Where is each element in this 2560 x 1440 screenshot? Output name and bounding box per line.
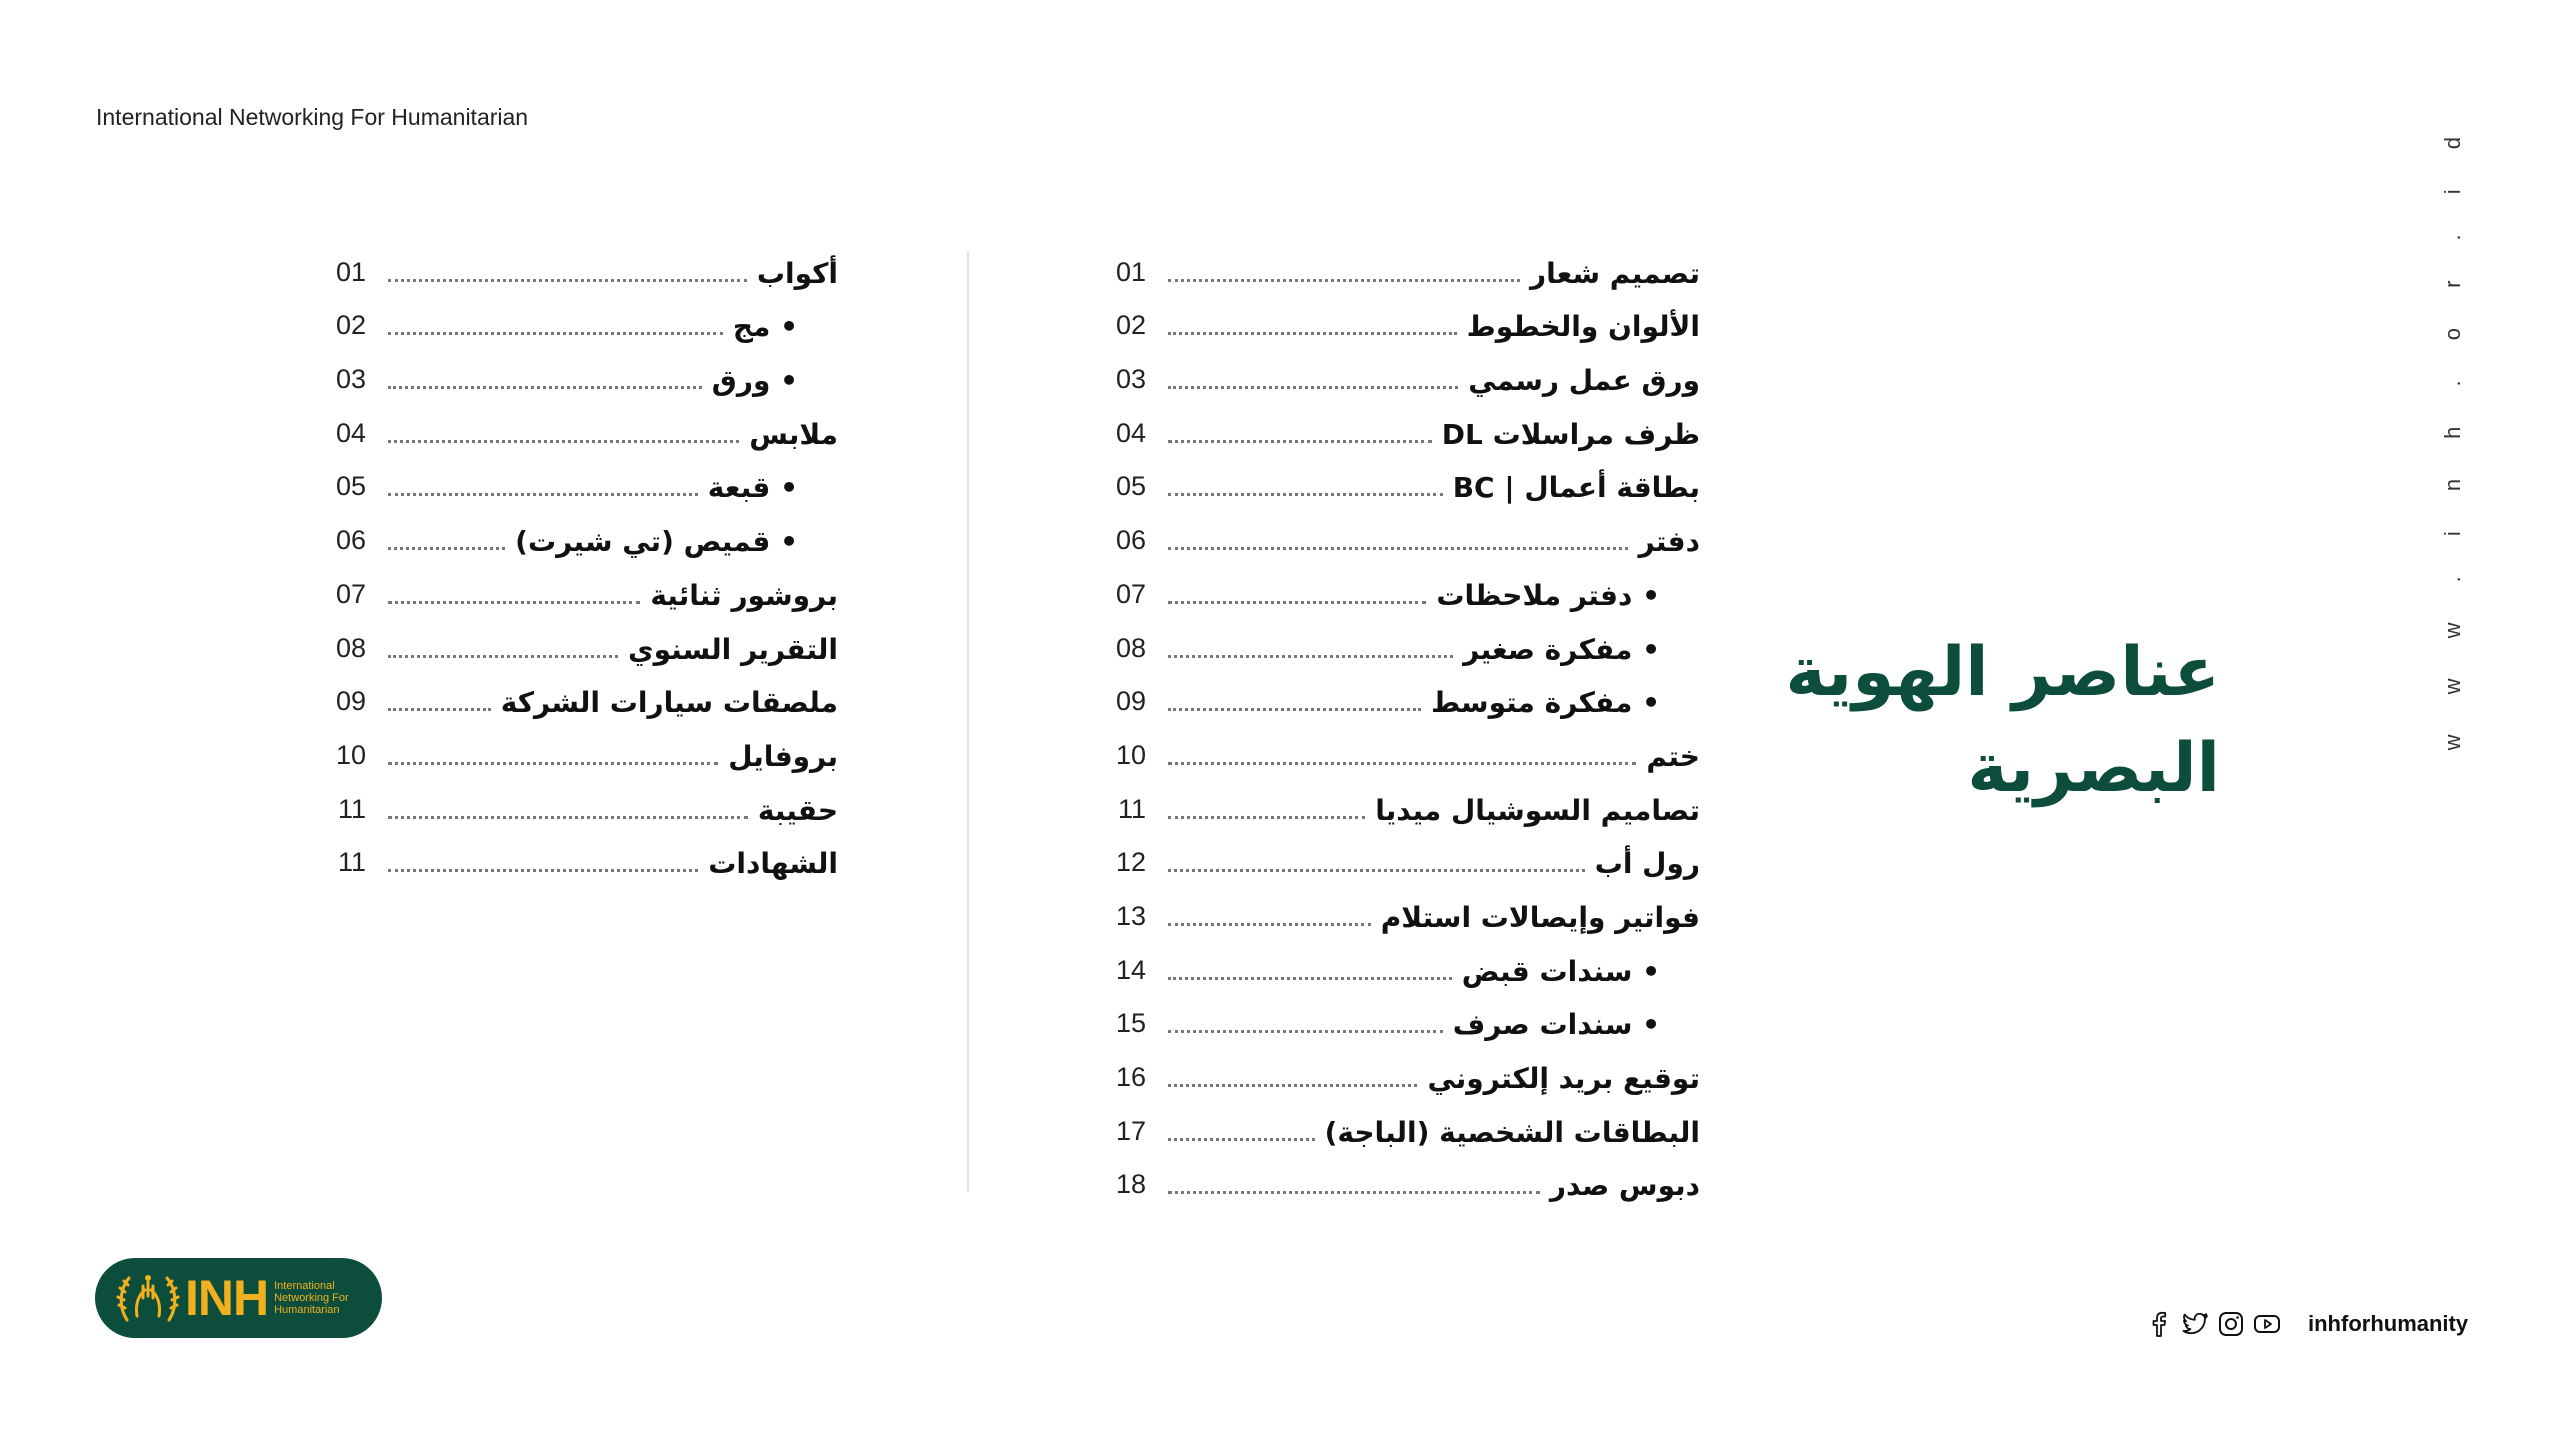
toc-row[interactable] [1098,1099,1700,1153]
toc-item-label: ورق عمل رسمي [1468,364,1700,398]
toc-dot-leader [1168,816,1365,819]
toc-row[interactable] [318,240,838,294]
toc-row[interactable] [1098,992,1700,1046]
facebook-icon[interactable] [2144,1309,2174,1339]
toc-row[interactable] [318,508,838,562]
toc-dot-leader [1168,547,1628,550]
toc-row[interactable] [1098,240,1700,294]
toc-dot-leader [388,386,702,389]
toc-page-number: 02 [1115,310,1146,341]
toc-dot-leader [1168,493,1443,496]
toc-page-number: 18 [1115,1169,1146,1200]
toc-page-number: 06 [1115,525,1146,556]
toc-dot-leader [388,655,618,658]
toc-item-label: • سندات قبض [1461,954,1660,988]
toc-row[interactable] [318,294,838,348]
toc-dot-leader [388,493,698,496]
toc-row[interactable] [1098,1153,1700,1207]
toc-item-label: • مج [732,310,798,344]
toc-dot-leader [388,708,491,711]
toc-row[interactable] [1098,1045,1700,1099]
toc-row[interactable] [1098,562,1700,616]
social-handle[interactable]: inhforhumanity [2308,1311,2469,1336]
toc-dot-leader [1168,440,1432,443]
toc-dot-leader [1168,332,1457,335]
toc-row[interactable] [1098,777,1700,831]
toc-row[interactable] [318,562,838,616]
toc-row[interactable] [1098,938,1700,992]
org-name: International Networking For Humanitarian [96,104,529,130]
toc-item-label: تصميم شعار [1530,256,1700,290]
toc-dot-leader [1168,1138,1315,1141]
toc-dot-leader [388,332,723,335]
inh-logo [95,1258,382,1338]
toc-dot-leader [1168,869,1585,872]
toc-page-number: 12 [1115,847,1146,878]
toc-page-number: 03 [335,364,366,395]
toc-page-number: 05 [1115,471,1146,502]
toc-page-number: 01 [335,256,366,287]
toc-page-number: 11 [337,847,366,878]
toc-item-label: الشهادات [708,847,838,881]
toc-item-label: ختم [1646,739,1700,773]
toc-page-number: 08 [1115,632,1146,663]
toc-dot-leader [1168,655,1453,658]
website-vertical: w w w . i n h . o r . i d [2440,120,2465,751]
toc-page-number: 09 [1115,686,1146,717]
wheat-hands-icon [115,1268,181,1328]
toc-item-label: أكواب [756,256,838,290]
toc-row[interactable] [1098,508,1700,562]
toc-dot-leader [388,547,505,550]
toc-item-label: بروشور ثنائية [650,578,838,612]
toc-row[interactable] [318,401,838,455]
toc-dot-leader [388,816,748,819]
toc-page-number: 03 [1115,364,1146,395]
toc-left-column [318,240,838,884]
title-line-2: البصرية [1967,729,2220,808]
toc-row[interactable] [1098,455,1700,509]
toc-dot-leader [388,440,739,443]
toc-dot-leader [388,762,718,765]
toc-item-label: تصاميم السوشيال ميديا [1375,793,1700,827]
toc-item-label: فواتير وإيصالات استلام [1380,900,1700,934]
toc-page-number: 17 [1115,1115,1146,1146]
toc-dot-leader [388,279,747,282]
toc-row[interactable] [1098,670,1700,724]
toc-right-column [1098,240,1700,1206]
toc-row[interactable] [318,616,838,670]
toc-page-number: 08 [335,632,366,663]
toc-item-label: البطاقات الشخصية (الباجة) [1324,1115,1700,1149]
toc-item-label: • سندات صرف [1452,1008,1660,1042]
toc-dot-leader [1168,601,1426,604]
toc-item-label: ظرف مراسلات DL [1441,417,1700,451]
logo-subtext: International Networking For Humanitarian [274,1280,349,1316]
toc-item-label: دفتر [1638,525,1700,559]
toc-page-number: 07 [1115,578,1146,609]
toc-page-number: 10 [335,739,366,770]
toc-item-label: حقيبة [757,793,838,827]
toc-page-number: 15 [1115,1008,1146,1039]
toc-page-number: 13 [1115,900,1146,931]
toc-row[interactable] [318,670,838,724]
toc-item-label: الألوان والخطوط [1466,310,1700,344]
toc-page-number: 11 [1117,793,1146,824]
toc-page-number: 02 [335,310,366,341]
toc-dot-leader [1168,977,1452,980]
toc-page-number: 14 [1115,954,1146,985]
toc-dot-leader [388,869,698,872]
toc-row[interactable] [1098,401,1700,455]
toc-item-label: • مفكرة متوسط [1431,686,1660,720]
title-line-1: عناصر الهوية [1785,633,2220,712]
toc-item-label: • دفتر ملاحظات [1436,578,1660,612]
toc-item-label: • ورق [711,364,798,398]
toc-row[interactable] [1098,294,1700,348]
column-divider [967,252,969,1192]
toc-dot-leader [1168,386,1458,389]
toc-item-label: ملصقات سيارات الشركة [500,686,838,720]
toc-row[interactable] [1098,347,1700,401]
toc-page-number: 09 [335,686,366,717]
toc-dot-leader [1168,923,1371,926]
social-bar [2144,1308,2468,1340]
toc-item-label: بروفايل [728,739,838,773]
toc-dot-leader [1168,1084,1417,1087]
toc-row[interactable] [318,831,838,885]
toc-row[interactable] [1098,616,1700,670]
toc-dot-leader [1168,1030,1443,1033]
toc-page-number: 06 [335,525,366,556]
toc-page-number: 01 [1115,256,1146,287]
toc-row[interactable] [318,777,838,831]
toc-item-label: بطاقة أعمال | BC [1452,471,1700,505]
toc-page-number: 04 [1115,417,1146,448]
toc-item-label: • قميص (تي شيرت) [515,525,798,559]
toc-dot-leader [1168,708,1421,711]
toc-item-label: التقرير السنوي [627,632,838,666]
instagram-icon[interactable] [2216,1309,2246,1339]
toc-item-label: • قبعة [707,471,798,505]
toc-page-number: 16 [1115,1062,1146,1092]
toc-row[interactable] [1098,884,1700,938]
toc-dot-leader [1168,762,1636,765]
twitter-icon[interactable] [2180,1309,2210,1339]
toc-row[interactable] [1098,723,1700,777]
toc-dot-leader [1168,1191,1540,1194]
youtube-icon[interactable] [2252,1309,2282,1339]
toc-row[interactable] [318,455,838,509]
toc-item-label: دبوس صدر [1549,1169,1700,1203]
toc-page-number: 10 [1115,739,1146,770]
toc-page-number: 05 [335,471,366,502]
page-title [1780,625,2220,817]
toc-item-label: • مفكرة صغير [1463,632,1660,666]
toc-item-label: توقيع بريد إلكتروني [1427,1062,1700,1095]
toc-item-label: ملابس [749,417,838,451]
toc-row[interactable] [1098,831,1700,885]
toc-row[interactable] [318,347,838,401]
logo-wordmark: INH [185,1270,269,1326]
toc-page-number: 04 [335,417,366,448]
toc-item-label: رول أب [1594,847,1700,881]
toc-page-number: 07 [335,578,366,609]
toc-page-number: 11 [337,793,366,824]
toc-dot-leader [388,601,640,604]
toc-row[interactable] [318,723,838,777]
toc-dot-leader [1168,279,1520,282]
